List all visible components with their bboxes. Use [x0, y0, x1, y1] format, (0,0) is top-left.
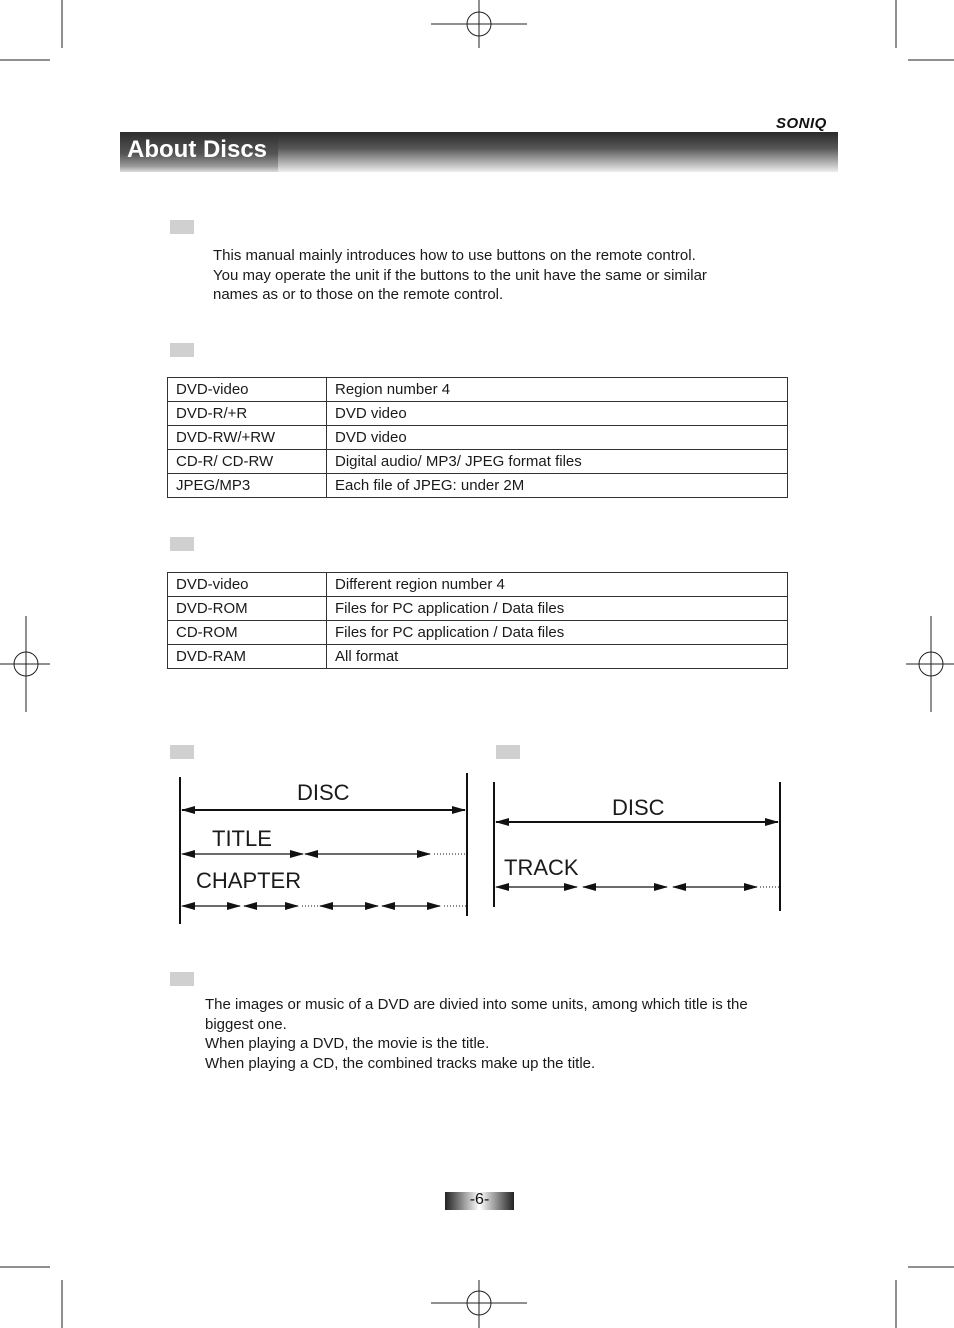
disc-info-cell: Digital audio/ MP3/ JPEG format files [327, 450, 788, 474]
disc-type-cell: DVD-R/+R [168, 402, 327, 426]
disc-info-cell: DVD video [327, 402, 788, 426]
section-marker [170, 972, 194, 986]
intro-line: names as or to those on the remote control. [213, 286, 504, 303]
title-line: When playing a DVD, the movie is the title. [205, 1035, 490, 1052]
disc-info-cell: Region number 4 [327, 378, 788, 402]
disc-type-cell: DVD-ROM [168, 597, 327, 621]
page-title: About Discs [127, 136, 268, 163]
disc-info-cell: All format [327, 645, 788, 669]
disc-type-cell: DVD-video [168, 573, 327, 597]
disc-info-cell: Different region number 4 [327, 573, 788, 597]
disc-type-cell: DVD-RW/+RW [168, 426, 327, 450]
title-line: The images or music of a DVD are divied into some units, among which title is the [205, 996, 748, 1013]
disc-type-cell: DVD-video [168, 378, 327, 402]
intro-line: This manual mainly introduces how to use buttons on the remote control. [213, 247, 696, 264]
dvd-disc-label: DISC [297, 780, 350, 805]
title-line: When playing a CD, the combined tracks make up the title. [205, 1054, 596, 1072]
title-paragraph [205, 995, 748, 1073]
disc-info-cell: DVD video [327, 426, 788, 450]
dvd-chapter-label: CHAPTER [196, 868, 302, 893]
brand-logo: SONIQ [776, 115, 827, 132]
title-line: biggest one. [205, 1015, 287, 1033]
disc-type-cell: DVD-RAM [168, 645, 327, 669]
page-number: -6- [469, 1191, 490, 1208]
disc-info-cell: Files for PC application / Data files [327, 597, 788, 621]
disc-info-cell: Files for PC application / Data files [327, 621, 788, 645]
intro-line: You may operate the unit if the buttons to the unit have the same or similar [213, 266, 707, 284]
disc-info-cell: Each file of JPEG: under 2M [327, 474, 788, 498]
disc-type-cell: CD-ROM [168, 621, 327, 645]
cd-disc-label: DISC [612, 795, 665, 820]
cd-track-label: TRACK [504, 855, 579, 880]
disc-type-cell: JPEG/MP3 [168, 474, 327, 498]
dvd-title-label: TITLE [212, 826, 272, 851]
disc-type-cell: CD-R/ CD-RW [168, 450, 327, 474]
